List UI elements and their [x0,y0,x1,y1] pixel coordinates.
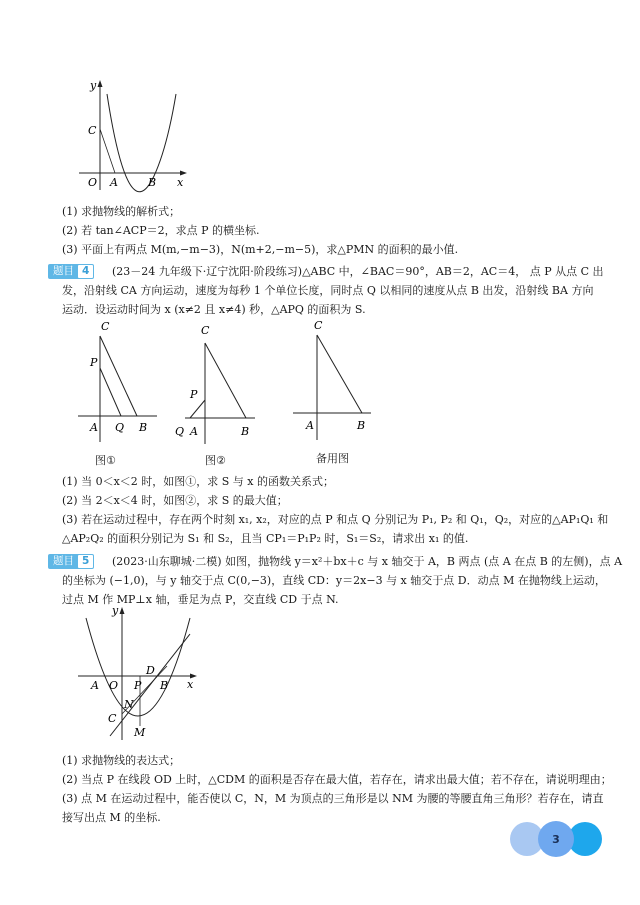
fig-c-c-label: C [314,319,323,332]
fig5-y-label: y [112,604,119,617]
fig5-a-label: A [91,679,99,692]
fig-b-b-label: B [241,425,250,438]
fig5-n-label: N [124,698,134,711]
fig1-o-label: O [88,176,98,189]
q3-part-3: (3) 平面上有两点 M(m,−m−3)，N(m+2,−m−5)，求△PMN 的面积的最小值. [62,243,459,256]
fig-a-a-label: A [90,421,98,434]
q4-caption-2: 图② [205,454,226,467]
q5-text-1: (2023·山东聊城·二模) 如图，抛物线 y＝x²＋bx＋c 与 x 轴交于 A，B 两点 (点 A 在点 B 的左侧)，点 A [112,555,623,568]
fig1-x-label: x [177,176,184,189]
q4-part-3: (3) 若在运动过程中，存在两个时刻 x₁, x₂，对应的点 P 和点 Q 分别记为 P₁, P₂ 和 Q₁，Q₂，对应的△AP₁Q₁ 和 [62,513,609,526]
q4-text-3: 运动．设运动时间为 x (x≠2 且 x≠4) 秒，△APQ 的面积为 S. [62,303,366,316]
fig-c-a-label: A [306,419,314,432]
fig5-p-label: P [134,679,142,692]
fig5-b-label: B [160,679,169,692]
figure-triangle-1 [75,316,165,446]
page-number: 3 [552,832,560,846]
fig1-a-label: A [110,176,118,189]
fig-a-c-label: C [101,320,110,333]
figure-parabola-1 [75,78,190,193]
figure-triangle-2 [170,318,260,448]
fig-c-b-label: B [357,419,366,432]
fig5-d-label: D [146,664,155,677]
q4-caption-1: 图① [95,454,116,467]
q5-tag-label: 题目 [53,555,74,567]
q4-tag-label: 题目 [53,265,74,277]
q4-part-2: (2) 当 2＜x＜4 时，如图②，求 S 的最大值； [62,494,288,507]
q5-part-3: (3) 点 M 在运动过程中，能否使以 C，N，M 为顶点的三角形是以 NM 为腰的等腰直角三角形？若存在，请直 [62,792,604,805]
fig-b-c-label: C [201,324,210,337]
q4-caption-3: 备用图 [316,452,349,465]
page-number-circle [538,821,574,857]
q4-part-3b: △AP₂Q₂ 的面积分别记为 S₁ 和 S₂，且当 CP₁＝P₁P₂ 时，S₁＝S₂，请求出 x₁ 的值. [62,532,469,545]
fig1-c-label: C [88,124,97,137]
q5-text-2: 的坐标为 (−1,0)，与 y 轴交于点 C(0,−3)，直线 CD：y＝2x−3 与 x 轴交于点 D．动点 M 在抛物线上运动， [62,574,606,587]
fig5-o-label: O [109,679,119,692]
q5-tag-number: 5 [78,555,93,568]
q4-part-1: (1) 当 0＜x＜2 时，如图①，求 S 与 x 的函数关系式； [62,475,334,488]
fig-a-q-label: Q [115,421,125,434]
q4-text-2: 发，沿射线 CA 方向运动，速度为每秒 1 个单位长度，同时点 Q 以相同的速度从点 B 出发，沿射线 BA 方向 [62,284,594,297]
q4-tag [48,264,94,279]
fig-b-q-label: Q [175,425,185,438]
q3-part-1: (1) 求抛物线的解析式； [62,205,181,218]
figure-triangle-spare [285,315,375,445]
q3-part-2: (2) 若 tan∠ACP＝2，求点 P 的横坐标. [62,224,260,237]
q5-part-3b: 接写出点 M 的坐标. [62,811,161,824]
fig1-y-label: y [90,79,97,92]
q5-text-3: 过点 M 作 MP⊥x 轴，垂足为点 P，交直线 CD 于点 N. [62,593,339,606]
fig-b-p-label: P [190,388,198,401]
q5-part-1: (1) 求抛物线的表达式； [62,754,181,767]
q5-tag [48,554,94,569]
q5-part-2: (2) 当点 P 在线段 OD 上时，△CDM 的面积是否存在最大值，若存在，请求出最大值；若不存在，请说明理由； [62,773,612,786]
fig-a-p-label: P [90,356,98,369]
fig-b-a-label: A [190,425,198,438]
fig5-x-label: x [187,678,194,691]
q4-tag-number: 4 [78,265,93,278]
fig-a-b-label: B [139,421,148,434]
figure-parabola-line [72,604,202,744]
fig1-b-label: B [148,176,157,189]
fig5-c-label: C [108,712,117,725]
q4-text-1: (23－24 九年级下·辽宁沈阳·阶段练习)△ABC 中，∠BAC＝90°，AB＝2，AC＝4， 点 P 从点 C 出 [112,265,604,278]
fig5-m-label: M [134,726,146,739]
